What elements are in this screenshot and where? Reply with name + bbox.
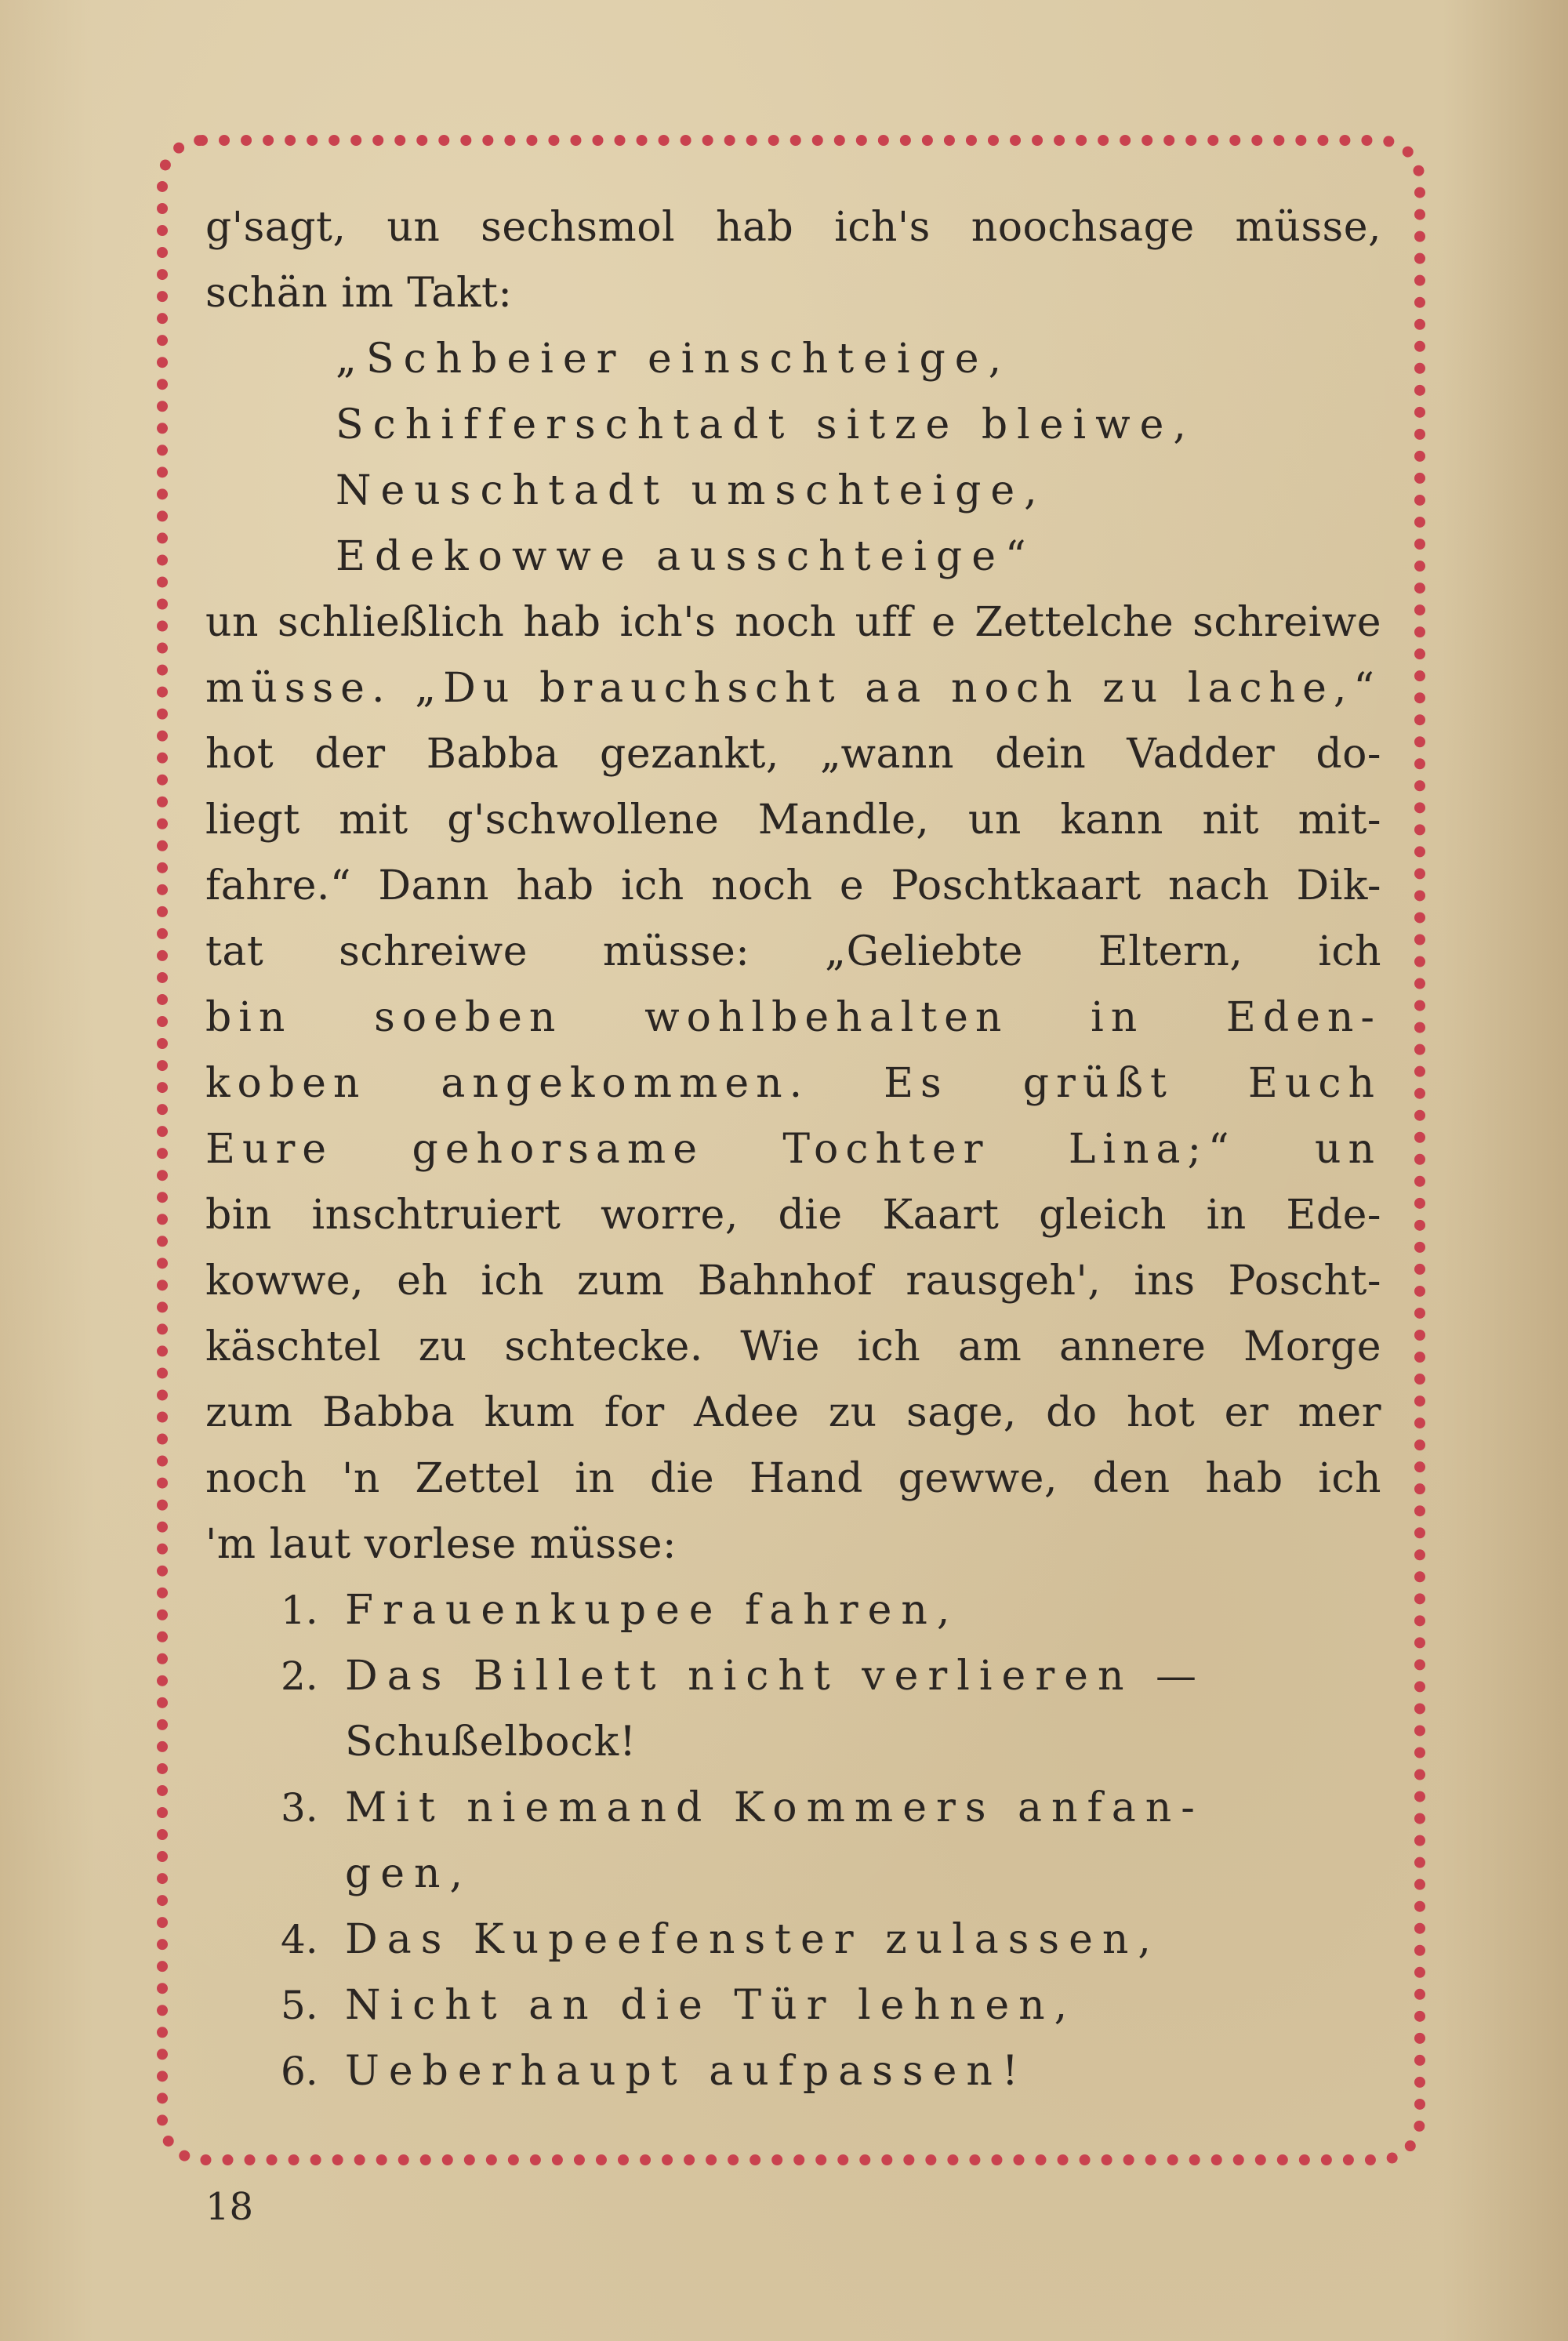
verse-line: Edekowwe ausschteige“ bbox=[336, 533, 1036, 580]
text-line: bin soeben wohlbehalten in Eden- bbox=[205, 994, 1381, 1041]
text-line: käschtel zu schtecke. Wie ich am annere Morge bbox=[205, 1323, 1381, 1370]
text-line: koben angekommen. Es grüßt Euch bbox=[205, 1060, 1381, 1107]
text-line: un schließlich hab ich's noch uff e Zettelche schreiwe bbox=[205, 599, 1381, 646]
list-item: Nicht an die Tür lehnen, bbox=[345, 1982, 1077, 2029]
list-item: Das Kupeefenster zulassen, bbox=[345, 1916, 1160, 1963]
list-item: Frauenkupee fahren, bbox=[345, 1587, 960, 1634]
verse-line: „Schbeier einschteige, bbox=[336, 336, 1011, 383]
text-line: noch 'n Zettel in die Hand gewwe, den hab ich bbox=[205, 1455, 1381, 1502]
text-line: tat schreiwe müsse: „Geliebte Eltern, ich bbox=[205, 928, 1381, 975]
list-number: 6. bbox=[281, 2049, 318, 2094]
list-item: Das Billett nicht verlieren — bbox=[345, 1653, 1206, 1700]
text-line: hot der Babba gezankt, „wann dein Vadder do- bbox=[205, 731, 1381, 778]
page-text bbox=[205, 194, 1381, 2100]
text-line: bin inschtruiert worre, die Kaart gleich in Ede- bbox=[205, 1192, 1381, 1239]
text-line: g'sagt, un sechsmol hab ich's noochsage müsse, bbox=[205, 204, 1381, 251]
verse-line: Schifferschtadt sitze bleiwe, bbox=[336, 401, 1196, 448]
list-item: Ueberhaupt aufpassen! bbox=[345, 2048, 1028, 2095]
list-number: 1. bbox=[281, 1588, 318, 1633]
text-line: kowwe, eh ich zum Bahnhof rausgeh', ins Poscht- bbox=[205, 1258, 1381, 1305]
verse-line: Neuschtadt umschteige, bbox=[336, 467, 1047, 514]
text-line: Eure gehorsame Tochter Lina;“ un bbox=[205, 1126, 1381, 1173]
list-item-continuation: Schußelbock! bbox=[345, 1719, 637, 1766]
text-line: fahre.“ Dann hab ich noch e Poschtkaart nach Dik- bbox=[205, 862, 1381, 909]
list-item: Mit niemand Kommers anfan- bbox=[345, 1784, 1204, 1831]
text-line: liegt mit g'schwollene Mandle, un kann nit mit- bbox=[205, 797, 1381, 844]
list-item-continuation: gen, bbox=[345, 1850, 473, 1897]
list-number: 3. bbox=[281, 1785, 318, 1831]
text-line: müsse. „Du brauchscht aa noch zu lache,“ bbox=[205, 665, 1381, 712]
text-line: schän im Takt: bbox=[205, 270, 513, 317]
list-number: 4. bbox=[281, 1917, 318, 1962]
list-number: 2. bbox=[281, 1653, 318, 1699]
text-line: 'm laut vorlese müsse: bbox=[205, 1521, 677, 1568]
list-number: 5. bbox=[281, 1983, 318, 2028]
text-line: zum Babba kum for Adee zu sage, do hot er mer bbox=[205, 1389, 1381, 1436]
page-number: 18 bbox=[205, 2185, 254, 2229]
